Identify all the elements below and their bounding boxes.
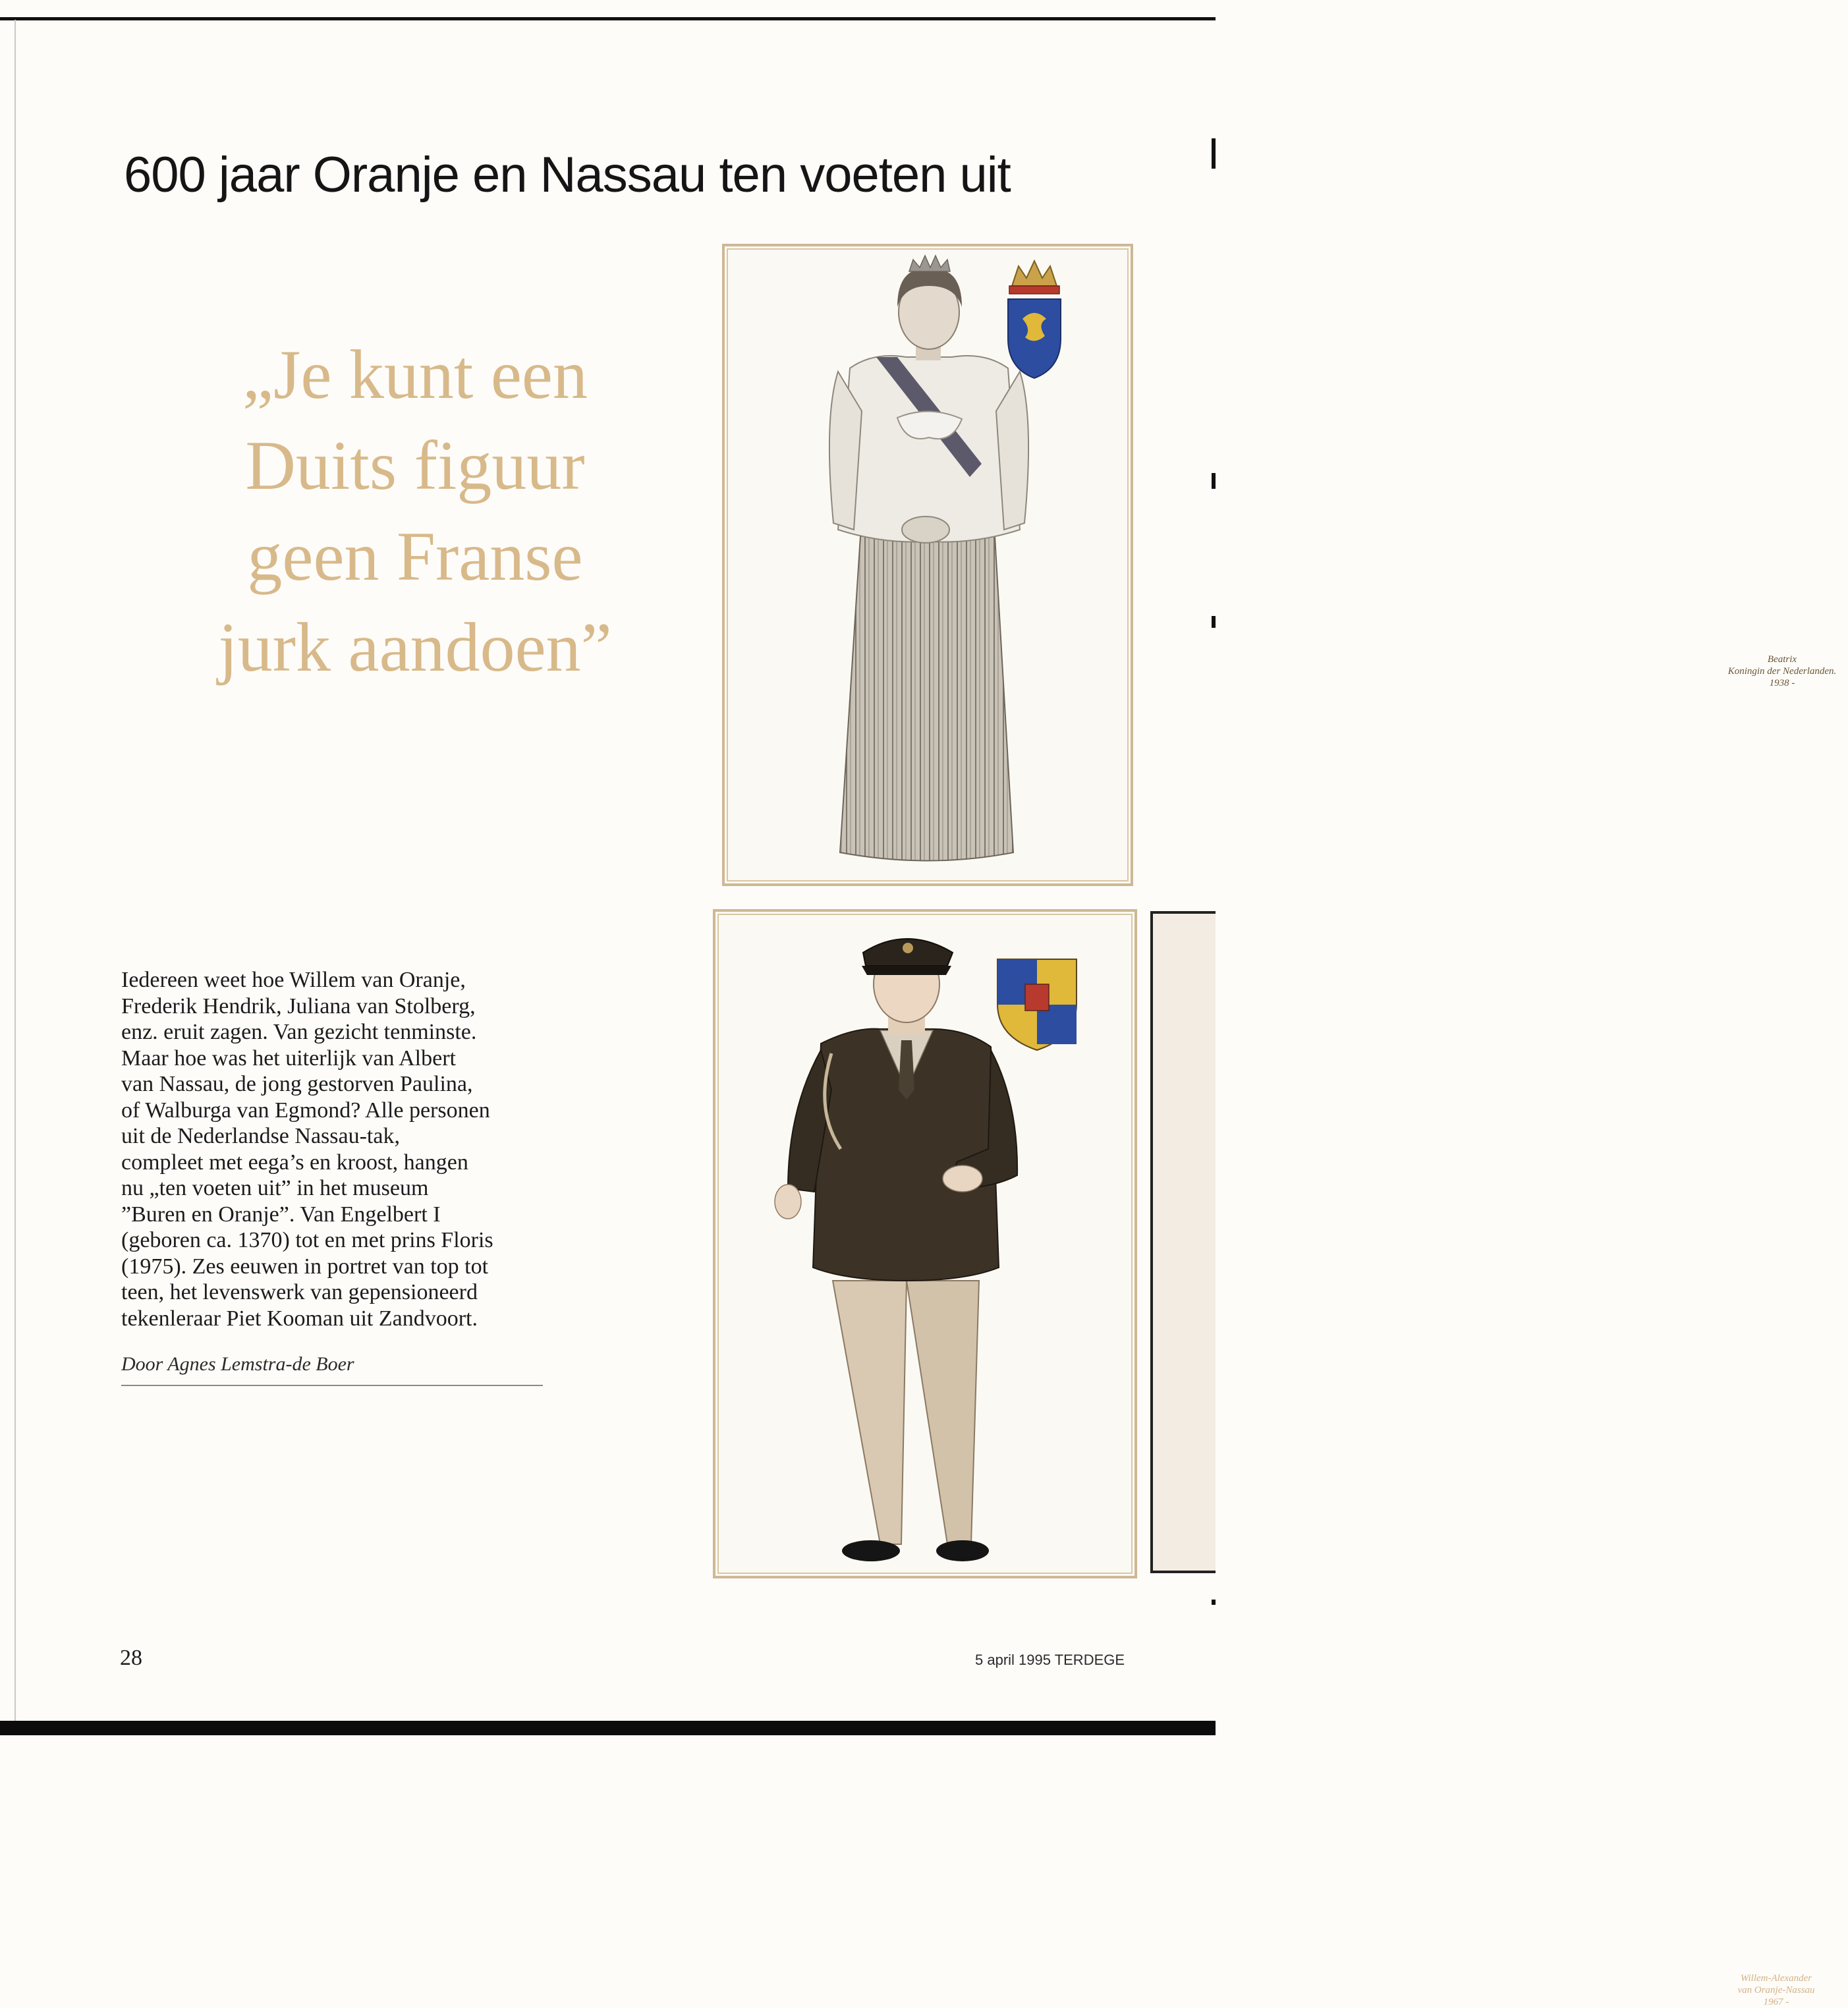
issue-date: 5 april 1995 TERDEGE	[975, 1652, 1125, 1668]
intro-line: Maar hoe was het uiterlijk van Albert	[121, 1046, 456, 1071]
left-page-edge	[14, 20, 16, 1733]
intro-line: (geboren ca. 1370) tot en met prins Floris	[121, 1228, 493, 1252]
caption-line: Beatrix	[1767, 654, 1797, 665]
intro-line: Iedereen weet hoe Willem van Oranje,	[121, 968, 466, 992]
intro-line: Frederik Hendrik, Juliana van Stolberg,	[121, 993, 476, 1018]
caption-line: 1967 -	[1763, 1997, 1789, 2007]
intro-line: ”Buren en Oranje”. Van Engelbert I	[121, 1202, 441, 1227]
caption-line: 1938 -	[1769, 678, 1795, 688]
portrait-caption	[1716, 654, 1848, 689]
portrait-drawing	[725, 246, 1131, 883]
portrait-caption	[1710, 1972, 1842, 2008]
bottom-edge	[0, 1721, 1216, 1735]
intro-line: compleet met eega’s en kroost, hangen	[121, 1150, 468, 1175]
byline: Door Agnes Lemstra-de Boer	[121, 1353, 354, 1375]
pull-quote-line: „Je kunt een	[242, 336, 588, 413]
byline-divider	[121, 1385, 543, 1386]
intro-line: teen, het levenswerk van gepensioneerd	[121, 1280, 478, 1304]
pull-quote	[198, 329, 632, 693]
edge-mark	[1212, 473, 1216, 489]
caption-line: Willem-Alexander	[1740, 1973, 1812, 1984]
pull-quote-line: Duits figuur	[245, 427, 585, 504]
intro-paragraph	[121, 967, 543, 1331]
intro-line: (1975). Zes eeuwen in portret van top tot	[121, 1254, 489, 1279]
edge-mark	[1212, 138, 1216, 169]
caption-line: van Oranje-Nassau	[1737, 1985, 1815, 1995]
pull-quote-line: jurk aandoen”	[218, 609, 612, 686]
intro-line: tekenleraar Piet Kooman uit Zandvoort.	[121, 1306, 478, 1331]
portrait-beatrix	[722, 244, 1837, 886]
intro-line: enz. eruit zagen. Van gezicht tenminste.	[121, 1020, 477, 1044]
intro-line: of Walburga van Egmond? Alle personen	[121, 1098, 490, 1123]
intro-line: uit de Nederlandse Nassau-tak,	[121, 1124, 400, 1148]
pull-quote-line: geen Franse	[247, 518, 583, 595]
intro-line: nu „ten voeten uit” in het museum	[121, 1176, 429, 1200]
caption-line: Koningin der Nederlanden.	[1727, 666, 1837, 677]
edge-mark	[1212, 1600, 1216, 1605]
edge-mark	[1212, 616, 1216, 628]
intro-line: van Nassau, de jong gestorven Paulina,	[121, 1072, 473, 1096]
adjacent-portrait-edge	[1150, 911, 1216, 1573]
top-rule	[0, 17, 1216, 20]
portrait-drawing	[715, 912, 1134, 1576]
page-number: 28	[120, 1646, 142, 1670]
page-title: 600 jaar Oranje en Nassau ten voeten uit	[124, 147, 1011, 203]
